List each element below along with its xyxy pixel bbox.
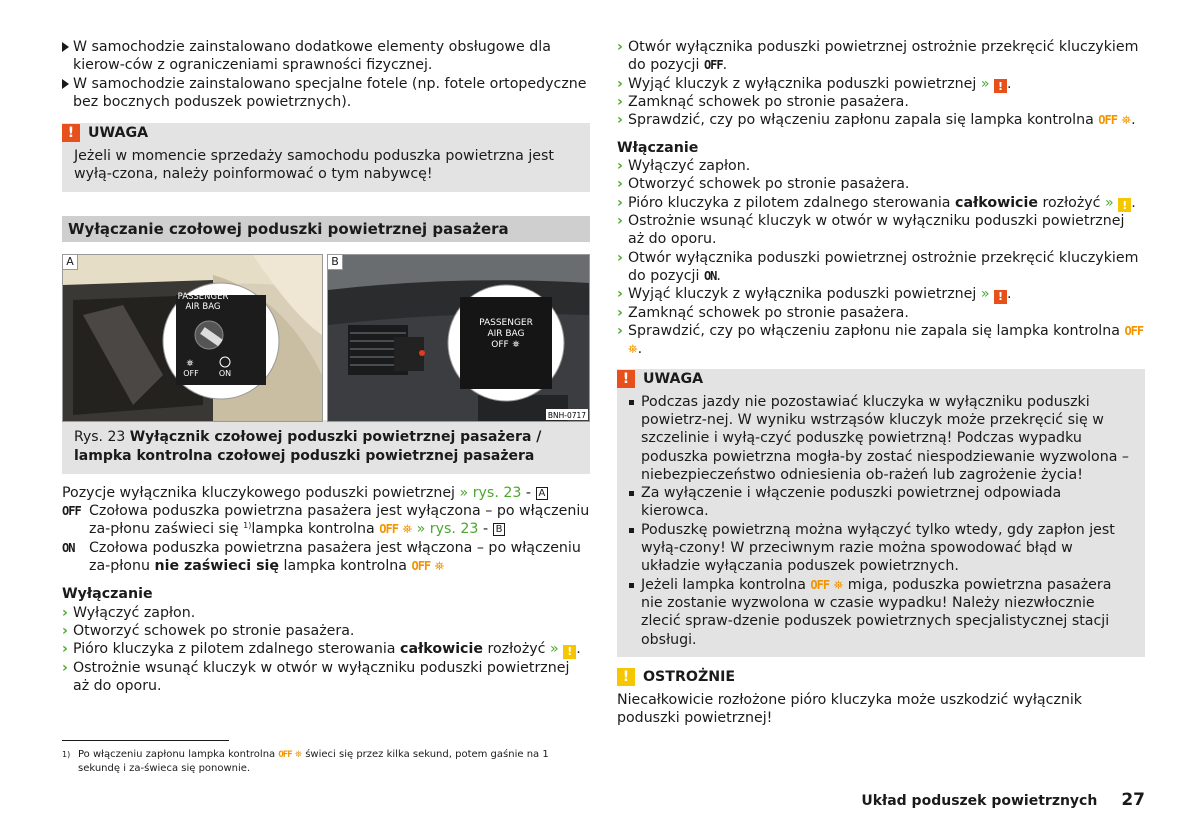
- on-heading: Włączanie: [617, 139, 699, 156]
- airbag-icon: ⛯: [1121, 113, 1132, 128]
- warning-box: [62, 123, 590, 192]
- fig-a-airbag: AIR BAG: [185, 301, 221, 312]
- off-indicator-icon: OFF: [1098, 113, 1117, 128]
- chevron-icon: ›: [617, 304, 623, 321]
- warning-small-icon: !: [994, 79, 1007, 93]
- step-item: › Wyjąć kluczyk z wyłącznika poduszki powietrznej » ! .: [617, 75, 1012, 93]
- on-item-text2: lampka kontrolna: [283, 557, 407, 574]
- caution-link[interactable]: »: [1105, 194, 1114, 211]
- step-item: › Wyłączyć zapłon.: [617, 157, 751, 174]
- off-position-symbol: OFF: [62, 504, 81, 519]
- on-position-item: [62, 539, 590, 576]
- figure-pane-b: [327, 254, 590, 422]
- warning-icon: !: [617, 370, 635, 388]
- airbag-icon: ⛯: [628, 342, 638, 357]
- step-item: › Otworzyć schowek po stronie pasażera.: [62, 622, 355, 639]
- warning-title: UWAGA: [643, 370, 704, 387]
- chevron-icon: ›: [62, 622, 68, 639]
- step-item: › Ostrożnie wsunąć kluczyk w otwór w wyłączniku poduszki powietrznej aż do oporu.: [62, 659, 570, 694]
- airbag-icon: ⛯: [294, 750, 303, 760]
- caution-title: OSTROŻNIE: [643, 668, 736, 685]
- warning-body: [617, 389, 1145, 657]
- chevron-icon: ›: [617, 176, 623, 193]
- caution-text: Niecałkowicie rozłożone pióro kluczyka może uszkodzić wyłącznik poduszki powietrznej!: [617, 691, 1082, 727]
- caption-prefix: Rys. 23: [74, 428, 126, 445]
- step-item: › Sprawdzić, czy po włączeniu zapłonu zapala się lampka kontrolna OFF ⛯.: [617, 112, 1136, 129]
- figure: [62, 254, 590, 420]
- off-position-symbol: OFF: [703, 58, 723, 73]
- warning-link[interactable]: »: [980, 75, 990, 92]
- chevron-icon: ›: [617, 112, 623, 129]
- footnote: [62, 748, 590, 776]
- caution-icon: !: [617, 668, 635, 686]
- airbag-icon: ⛯: [434, 558, 445, 573]
- warning-text: Jeżeli w momencie sprzedaży samochodu poduszka powietrzna jest wyłą-czona, należy poinformować o tym nabywcę!: [74, 148, 554, 183]
- on-item-text: Czołowa poduszka powietrzna pasażera jest włączona – po włączeniu za-płonu: [89, 539, 581, 574]
- caution-header: [617, 667, 1145, 687]
- airbag-icon: ⛯: [833, 577, 844, 592]
- warning-box: [617, 369, 1145, 657]
- figure-label-a: A: [63, 255, 78, 270]
- chevron-icon: ›: [62, 604, 68, 621]
- on-position-symbol: ON: [703, 268, 717, 283]
- step-item: › Otwór wyłącznika poduszki powietrznej ostrożnie przekręcić kluczykiem do pozycji OFF.: [617, 39, 1139, 74]
- step-item: › Sprawdzić, czy po włączeniu zapłonu nie zapala się lampka kontrolna OFF ⛯.: [617, 323, 1144, 358]
- fig-b-passenger: PASSENGER: [479, 317, 533, 328]
- footer-section: Układ poduszek powietrznych: [861, 793, 1098, 809]
- fig-b-off: OFF: [491, 339, 509, 350]
- figure-pane-a: [62, 254, 323, 422]
- chevron-icon: ›: [617, 286, 623, 303]
- warning-small-icon: !: [994, 290, 1007, 304]
- off-indicator-icon: OFF: [278, 750, 292, 760]
- chevron-icon: ›: [62, 641, 68, 658]
- off-item-text2: lampka kontrolna: [251, 521, 375, 538]
- figure-label-b: B: [328, 255, 343, 270]
- figure-caption: [62, 420, 590, 474]
- warning-icon: !: [62, 124, 80, 142]
- box-label-a: A: [536, 487, 549, 500]
- on-item-bold: nie zaświeci się: [154, 557, 280, 574]
- step-item: › Otwór wyłącznika poduszki powietrznej ostrożnie przekręcić kluczykiem do pozycji ON.: [617, 249, 1139, 284]
- off-heading: Wyłączanie: [62, 586, 153, 603]
- warning-link[interactable]: »: [980, 286, 990, 303]
- warning-header: [62, 123, 590, 143]
- dashboard-illustration: [328, 255, 589, 421]
- chevron-icon: ›: [62, 659, 68, 676]
- step-item: › Ostrożnie wsunąć kluczyk w otwór w wyłączniku poduszki powietrznej aż do oporu.: [617, 213, 1125, 248]
- section-title: Wyłączanie czołowej poduszki powietrznej pasażera: [62, 216, 590, 242]
- fig-b-airbag: AIR BAG: [487, 328, 525, 339]
- footnote-divider: [62, 740, 229, 741]
- chevron-icon: ›: [617, 194, 623, 211]
- right-column: [617, 38, 1145, 727]
- positions-intro: Pozycje wyłącznika kluczykowego poduszki powietrznej » rys. 23 - A: [62, 484, 590, 502]
- box-label-b: B: [493, 523, 506, 536]
- chevron-icon: ›: [617, 157, 623, 174]
- warning-item: Jeżeli lampka kontrolna OFF ⛯ miga, poduszka powietrzna pasażera nie zostanie wyzwolona w czasie wypadku! Należy niezwłocznie zlecić spraw-dzenie poduszek powietrznych specjalistycznej stacji obsługi.: [629, 576, 1133, 649]
- footnote-number: 1): [62, 750, 71, 759]
- caution-small-icon: !: [1118, 198, 1131, 212]
- warning-item: Podczas jazdy nie pozostawiać kluczyka w wyłączniku poduszki powietrz-nej. W wyniku wstrząsów kluczyk może przekręcić się w szczelinie i wyłą-czyć poduszkę powietrzną! Podczas wypadku poduszka powietrzna mogła-by zostać niespodziewanie wyzwolona – niebezpieczeństwo odniesienia ob-rażeń lub zagrożenie życia!: [629, 393, 1133, 484]
- warning-item: Poduszkę powietrzną można wyłączyć tylko wtedy, gdy zapłon jest wyłą-czony! W przeciwnym razie można spowodować błąd w układzie wyłączania poduszek powietrznych.: [629, 521, 1133, 576]
- footnote-ref[interactable]: 1): [243, 521, 252, 531]
- figure-link[interactable]: » rys. 23: [459, 484, 522, 501]
- warning-title: UWAGA: [88, 125, 149, 142]
- chevron-icon: ›: [617, 39, 623, 55]
- caution-link[interactable]: »: [550, 641, 559, 658]
- chevron-icon: ›: [617, 323, 623, 340]
- step-item: › Wyłączyć zapłon.: [62, 604, 196, 621]
- glovebox-illustration: [63, 255, 322, 421]
- step-item: › Pióro kluczyka z pilotem zdalnego sterowania całkowicie rozłożyć » ! .: [62, 641, 581, 659]
- chevron-icon: ›: [617, 94, 623, 111]
- step-item: › Zamknąć schowek po stronie pasażera.: [617, 304, 909, 321]
- on-position-symbol: ON: [62, 540, 75, 555]
- step-item: › Wyjąć kluczyk z wyłącznika poduszki powietrznej » ! .: [617, 286, 1012, 304]
- step-item: › Otworzyć schowek po stronie pasażera.: [617, 176, 910, 193]
- chevron-icon: ›: [617, 75, 623, 92]
- airbag-icon: ⛯: [402, 522, 413, 537]
- fig-a-on: ON: [218, 368, 232, 378]
- caption-title: Wyłącznik czołowej poduszki powietrznej pasażera / lampka kontrolna czołowej poduszki powietrznej pasażera: [74, 428, 542, 464]
- positions-text: Pozycje wyłącznika kluczykowego poduszki powietrznej: [62, 484, 455, 501]
- fig-a-passenger: PASSENGER: [177, 291, 229, 302]
- off-indicator-icon: OFF: [379, 522, 398, 537]
- list-item: W samochodzie zainstalowano dodatkowe elementy obsługowe dla kierow-ców z ograniczeniami sprawności fizycznej.: [62, 38, 590, 75]
- caution-box: [617, 667, 1145, 728]
- figure-code: BNH-0717: [547, 410, 587, 420]
- figure-link[interactable]: » rys. 23: [416, 521, 479, 538]
- footnote-text2: świeci się przez kilka sekund, potem gaśnie na 1 sekundę i za-świeca się ponownie.: [78, 749, 549, 774]
- fig-a-off: OFF: [183, 368, 199, 378]
- warning-item: Za wyłączenie i włączenie poduszki powietrznej odpowiada kierowca.: [629, 484, 1133, 521]
- off-position-item: OFF Czołowa poduszka powietrzna pasażera jest wyłączona – po włączeniu za-płonu zaświeci się $^{1)}$lampka kontrolna OFF ⛯ » rys. 23 - B: [62, 503, 590, 538]
- page-footer: [861, 791, 1145, 810]
- caution-small-icon: !: [563, 645, 576, 659]
- warning-header: [617, 369, 1145, 389]
- fig-a-bag-off-icon: ⛯: [186, 358, 194, 369]
- off-item-text: Czołowa poduszka powietrzna pasażera jest wyłączona – po włączeniu za-płonu zaświeci się: [89, 503, 590, 538]
- off-indicator-icon: OFF: [1124, 324, 1144, 339]
- page-number: 27: [1121, 790, 1145, 810]
- left-column: [62, 38, 590, 695]
- off-indicator-icon: OFF: [411, 558, 431, 573]
- fig-b-bag-icon: ⛯: [512, 339, 520, 350]
- chevron-icon: ›: [617, 213, 623, 230]
- footnote-text: Po włączeniu zapłonu lampka kontrolna: [78, 749, 276, 760]
- step-item: › Pióro kluczyka z pilotem zdalnego sterowania całkowicie rozłożyć » ! .: [617, 194, 1136, 212]
- chevron-icon: ›: [617, 249, 623, 266]
- off-indicator-icon: OFF: [810, 577, 830, 592]
- list-item: W samochodzie zainstalowano specjalne fotele (np. fotele ortopedyczne bez bocznych poduszek powietrznych).: [62, 75, 590, 112]
- step-item: › Zamknąć schowek po stronie pasażera.: [617, 94, 909, 111]
